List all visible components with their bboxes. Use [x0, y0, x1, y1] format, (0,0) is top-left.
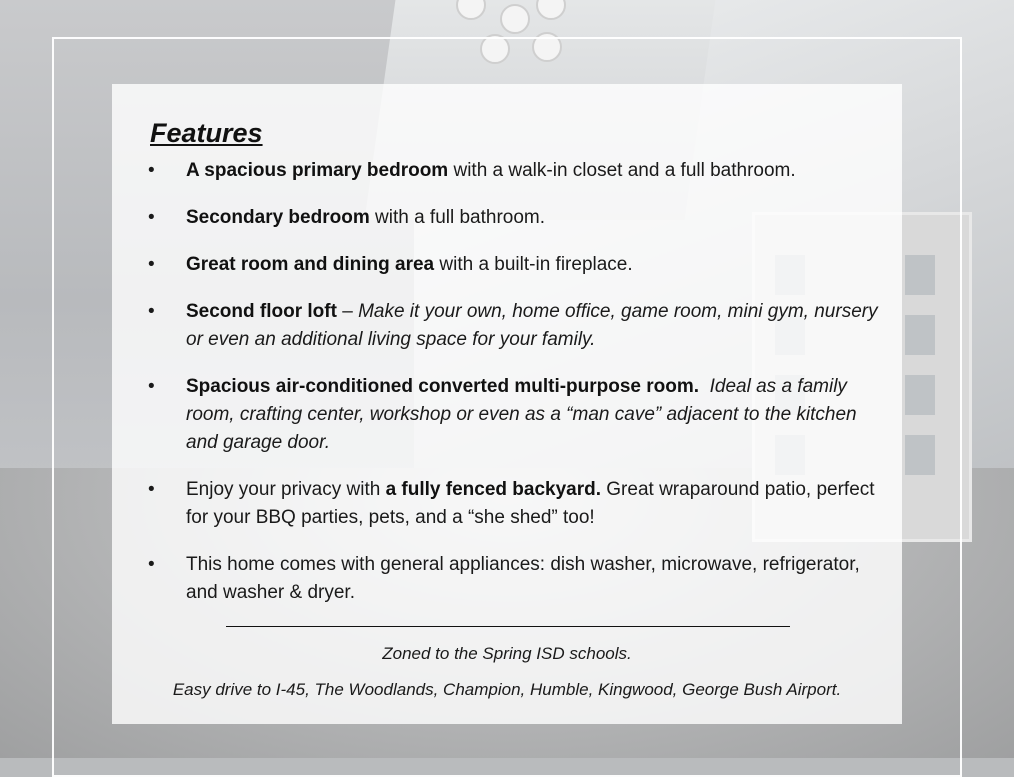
- school-zone-note: Zoned to the Spring ISD schools.: [382, 644, 632, 663]
- feature-text: This home comes with general appliances: dish washer, microwave, refrigerator, and washer & dryer.: [186, 554, 860, 603]
- feature-bold-text: Second floor loft: [186, 301, 337, 322]
- feature-text: Enjoy your privacy with: [186, 479, 386, 500]
- bullet-icon: •: [148, 301, 155, 322]
- features-list: [140, 157, 885, 607]
- feature-item: [140, 157, 885, 185]
- bullet-icon: •: [148, 554, 155, 575]
- feature-item: [140, 298, 885, 354]
- features-heading: Features: [150, 118, 263, 148]
- feature-text: with a full bathroom.: [369, 207, 546, 228]
- bullet-icon: •: [148, 207, 155, 228]
- bullet-icon: •: [148, 160, 155, 181]
- feature-text: [699, 376, 710, 397]
- feature-item: [140, 551, 885, 607]
- feature-bold-text: Secondary bedroom: [186, 207, 370, 228]
- feature-italic-text: Make it your own, home office, game room, mini gym, nursery or even an additional living space for your family.: [186, 301, 878, 350]
- feature-bold-text: Great room and dining area: [186, 254, 435, 275]
- feature-item: [140, 251, 885, 279]
- feature-text: with a built-in fireplace.: [434, 254, 633, 275]
- feature-text: Great wraparound patio, perfect for your BBQ parties, pets, and a “she shed” too!: [186, 479, 875, 528]
- feature-text: with a walk-in closet and a full bathroom.: [448, 160, 796, 181]
- feature-item: [140, 204, 885, 232]
- feature-italic-text: Ideal as a family room, crafting center, workshop or even as a “man cave” adjacent to the kitchen and garage door.: [186, 376, 857, 453]
- bullet-icon: •: [148, 376, 155, 397]
- bullet-icon: •: [148, 254, 155, 275]
- feature-bold-text: Spacious air-conditioned converted multi-purpose room.: [186, 376, 700, 397]
- location-note: Easy drive to I-45, The Woodlands, Champion, Humble, Kingwood, George Bush Airport.: [172, 680, 842, 699]
- bullet-icon: •: [148, 479, 155, 500]
- feature-bold-text: A spacious primary bedroom: [186, 160, 449, 181]
- feature-text: –: [336, 301, 359, 322]
- divider-line: [226, 626, 790, 627]
- feature-item: [140, 373, 885, 457]
- feature-item: [140, 476, 885, 532]
- feature-bold-text: a fully fenced backyard.: [385, 479, 601, 500]
